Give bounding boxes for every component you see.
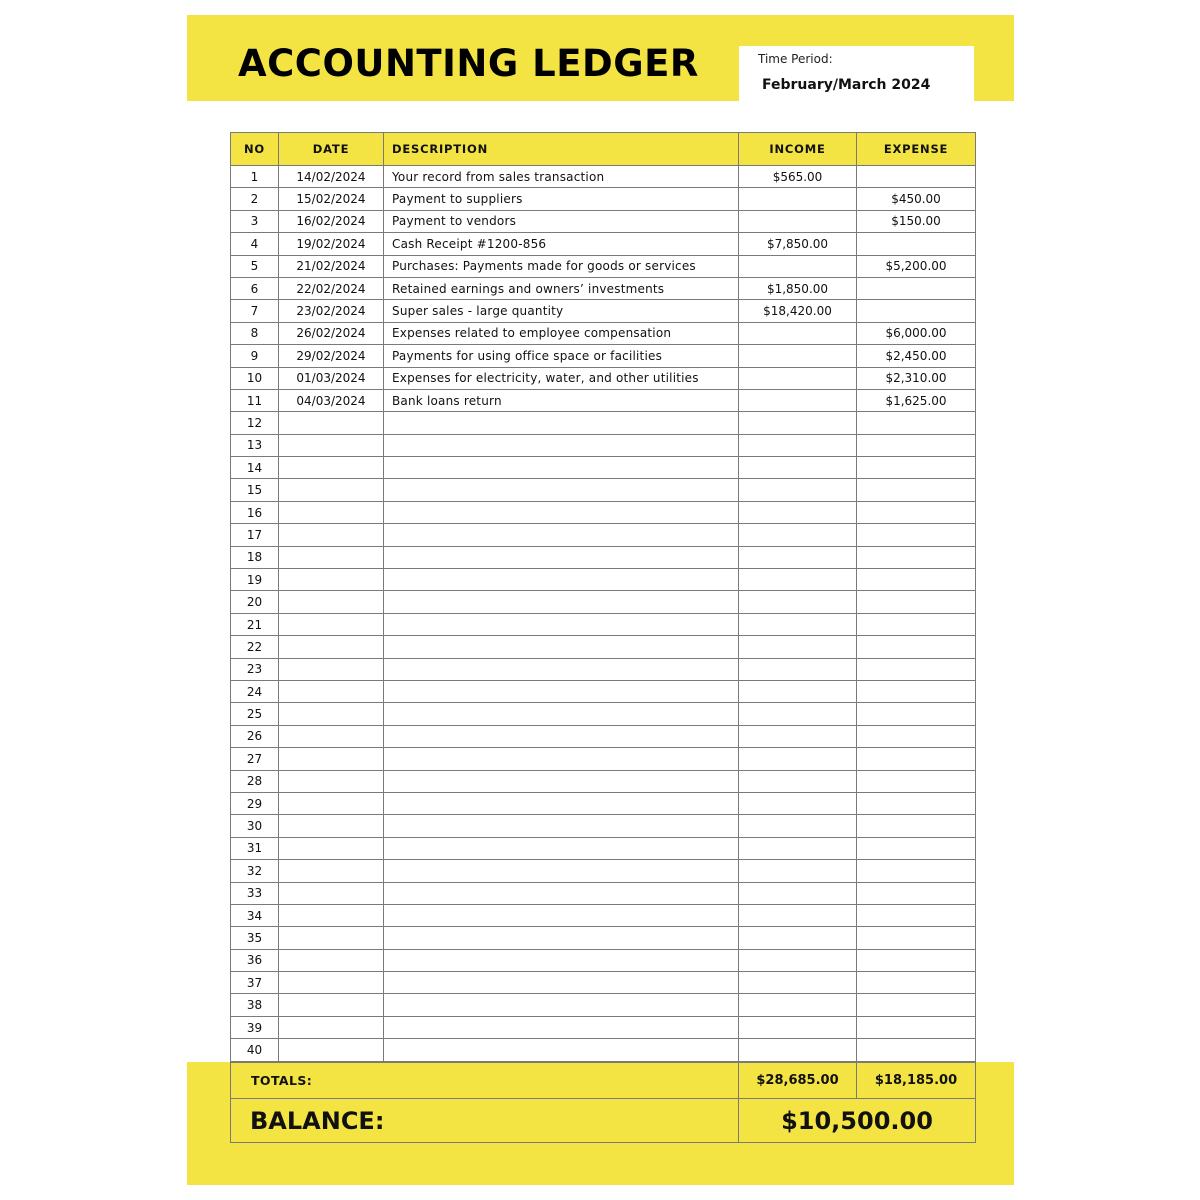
row-income (739, 591, 857, 613)
row-income: $18,420.00 (739, 300, 857, 322)
row-date (279, 479, 384, 501)
row-date: 22/02/2024 (279, 277, 384, 299)
table-row (231, 277, 976, 299)
table-row (231, 546, 976, 568)
row-date: 14/02/2024 (279, 166, 384, 188)
row-description: Expenses related to employee compensation (384, 322, 739, 344)
totals-label: TOTALS: (231, 1063, 739, 1099)
row-description: Payment to vendors (384, 210, 739, 232)
row-date (279, 860, 384, 882)
row-income (739, 837, 857, 859)
table-row (231, 613, 976, 635)
row-number: 6 (231, 277, 279, 299)
row-number: 2 (231, 188, 279, 210)
row-number: 25 (231, 703, 279, 725)
row-number: 32 (231, 860, 279, 882)
row-description (384, 949, 739, 971)
table-row (231, 210, 976, 232)
totals-income: $28,685.00 (739, 1063, 857, 1099)
column-header-description: DESCRIPTION (384, 133, 739, 166)
row-number: 31 (231, 837, 279, 859)
row-date (279, 434, 384, 456)
row-income (739, 501, 857, 523)
row-number: 18 (231, 546, 279, 568)
row-expense (857, 994, 976, 1016)
row-income (739, 479, 857, 501)
row-income (739, 972, 857, 994)
table-row (231, 233, 976, 255)
row-number: 13 (231, 434, 279, 456)
row-description: Purchases: Payments made for goods or services (384, 255, 739, 277)
table-row (231, 591, 976, 613)
table-row (231, 837, 976, 859)
row-date (279, 613, 384, 635)
row-description (384, 569, 739, 591)
row-income (739, 703, 857, 725)
balance-value: $10,500.00 (739, 1099, 976, 1143)
row-expense (857, 479, 976, 501)
row-date: 15/02/2024 (279, 188, 384, 210)
table-row (231, 367, 976, 389)
row-description (384, 815, 739, 837)
row-expense (857, 434, 976, 456)
row-number: 15 (231, 479, 279, 501)
table-row (231, 770, 976, 792)
row-date: 04/03/2024 (279, 389, 384, 411)
row-date (279, 1016, 384, 1038)
row-expense (857, 1039, 976, 1061)
row-description (384, 748, 739, 770)
row-description (384, 680, 739, 702)
row-date (279, 412, 384, 434)
row-description (384, 636, 739, 658)
row-date: 16/02/2024 (279, 210, 384, 232)
row-date (279, 972, 384, 994)
row-number: 39 (231, 1016, 279, 1038)
row-income (739, 949, 857, 971)
row-expense (857, 166, 976, 188)
table-row (231, 994, 976, 1016)
row-number: 16 (231, 501, 279, 523)
row-expense (857, 837, 976, 859)
table-row (231, 188, 976, 210)
row-expense (857, 949, 976, 971)
row-description (384, 412, 739, 434)
row-income (739, 770, 857, 792)
row-description (384, 770, 739, 792)
table-row (231, 860, 976, 882)
row-number: 27 (231, 748, 279, 770)
row-number: 23 (231, 658, 279, 680)
header-band (187, 15, 1014, 101)
row-description (384, 860, 739, 882)
row-number: 34 (231, 904, 279, 926)
row-date (279, 703, 384, 725)
table-row (231, 927, 976, 949)
row-date (279, 636, 384, 658)
row-expense: $150.00 (857, 210, 976, 232)
row-income (739, 792, 857, 814)
row-income (739, 904, 857, 926)
row-expense (857, 748, 976, 770)
row-expense: $2,450.00 (857, 345, 976, 367)
row-date (279, 837, 384, 859)
row-expense: $6,000.00 (857, 322, 976, 344)
row-expense (857, 636, 976, 658)
table-row (231, 501, 976, 523)
column-header-date: DATE (279, 133, 384, 166)
row-date: 21/02/2024 (279, 255, 384, 277)
row-description (384, 501, 739, 523)
row-expense (857, 412, 976, 434)
row-description (384, 546, 739, 568)
row-expense (857, 770, 976, 792)
table-row (231, 479, 976, 501)
row-expense (857, 725, 976, 747)
row-date: 19/02/2024 (279, 233, 384, 255)
row-number: 38 (231, 994, 279, 1016)
row-date (279, 501, 384, 523)
row-number: 22 (231, 636, 279, 658)
row-date (279, 457, 384, 479)
row-description (384, 837, 739, 859)
table-row (231, 703, 976, 725)
row-number: 12 (231, 412, 279, 434)
row-number: 9 (231, 345, 279, 367)
row-expense (857, 457, 976, 479)
row-description: Payments for using office space or facilities (384, 345, 739, 367)
row-number: 3 (231, 210, 279, 232)
row-date (279, 524, 384, 546)
row-income: $7,850.00 (739, 233, 857, 255)
table-row (231, 815, 976, 837)
ledger-body (231, 166, 976, 1062)
row-income (739, 188, 857, 210)
row-income (739, 389, 857, 411)
row-description (384, 479, 739, 501)
row-expense (857, 815, 976, 837)
row-income (739, 815, 857, 837)
table-row (231, 792, 976, 814)
row-date (279, 792, 384, 814)
row-number: 17 (231, 524, 279, 546)
row-number: 1 (231, 166, 279, 188)
table-row (231, 636, 976, 658)
row-number: 19 (231, 569, 279, 591)
table-row (231, 412, 976, 434)
table-row (231, 322, 976, 344)
row-expense (857, 501, 976, 523)
time-period-value: February/March 2024 (762, 77, 931, 93)
row-number: 33 (231, 882, 279, 904)
row-expense: $2,310.00 (857, 367, 976, 389)
row-description: Retained earnings and owners’ investments (384, 277, 739, 299)
row-date: 29/02/2024 (279, 345, 384, 367)
row-income (739, 322, 857, 344)
row-date (279, 569, 384, 591)
row-expense (857, 524, 976, 546)
page-title: ACCOUNTING LEDGER (238, 42, 699, 85)
row-description: Expenses for electricity, water, and other utilities (384, 367, 739, 389)
table-row (231, 434, 976, 456)
row-expense (857, 703, 976, 725)
row-income (739, 636, 857, 658)
row-number: 30 (231, 815, 279, 837)
table-row (231, 389, 976, 411)
table-row (231, 949, 976, 971)
table-row (231, 972, 976, 994)
row-expense (857, 882, 976, 904)
row-date (279, 725, 384, 747)
row-income (739, 255, 857, 277)
table-row (231, 904, 976, 926)
row-date (279, 770, 384, 792)
row-date (279, 927, 384, 949)
row-income (739, 367, 857, 389)
row-number: 8 (231, 322, 279, 344)
row-number: 7 (231, 300, 279, 322)
row-income (739, 345, 857, 367)
row-description (384, 882, 739, 904)
row-number: 5 (231, 255, 279, 277)
row-expense (857, 569, 976, 591)
balance-row (231, 1099, 976, 1143)
row-expense (857, 1016, 976, 1038)
row-description (384, 703, 739, 725)
row-number: 24 (231, 680, 279, 702)
row-date: 23/02/2024 (279, 300, 384, 322)
row-income (739, 994, 857, 1016)
table-row (231, 658, 976, 680)
row-expense (857, 300, 976, 322)
row-number: 28 (231, 770, 279, 792)
table-row (231, 1016, 976, 1038)
totals-expense: $18,185.00 (857, 1063, 976, 1099)
row-date (279, 591, 384, 613)
time-period-box (739, 46, 974, 101)
row-date (279, 815, 384, 837)
row-description (384, 591, 739, 613)
table-row (231, 524, 976, 546)
row-expense (857, 277, 976, 299)
row-income (739, 927, 857, 949)
table-header-row (231, 133, 976, 166)
row-income (739, 680, 857, 702)
row-expense: $450.00 (857, 188, 976, 210)
row-expense (857, 972, 976, 994)
row-description (384, 434, 739, 456)
table-row (231, 300, 976, 322)
row-income (739, 725, 857, 747)
row-expense (857, 860, 976, 882)
row-expense (857, 613, 976, 635)
table-row (231, 345, 976, 367)
row-expense (857, 792, 976, 814)
column-header-no: NO (231, 133, 279, 166)
row-description (384, 613, 739, 635)
row-number: 37 (231, 972, 279, 994)
row-income (739, 457, 857, 479)
row-expense (857, 904, 976, 926)
table-row (231, 457, 976, 479)
row-description: Super sales - large quantity (384, 300, 739, 322)
row-income (739, 569, 857, 591)
balance-label: BALANCE: (231, 1099, 739, 1143)
row-expense (857, 591, 976, 613)
table-row (231, 1039, 976, 1061)
row-expense (857, 927, 976, 949)
row-income (739, 524, 857, 546)
row-number: 20 (231, 591, 279, 613)
table-row (231, 569, 976, 591)
row-description (384, 792, 739, 814)
row-income (739, 860, 857, 882)
row-description: Cash Receipt #1200-856 (384, 233, 739, 255)
row-description (384, 927, 739, 949)
row-income (739, 613, 857, 635)
ledger-table (230, 132, 976, 1062)
row-income (739, 658, 857, 680)
table-row (231, 255, 976, 277)
row-number: 10 (231, 367, 279, 389)
row-date (279, 994, 384, 1016)
row-expense: $1,625.00 (857, 389, 976, 411)
row-description (384, 658, 739, 680)
row-number: 26 (231, 725, 279, 747)
row-expense (857, 546, 976, 568)
row-description (384, 524, 739, 546)
row-number: 40 (231, 1039, 279, 1061)
column-header-income: INCOME (739, 133, 857, 166)
row-description: Your record from sales transaction (384, 166, 739, 188)
totals-row (231, 1063, 976, 1099)
row-date: 26/02/2024 (279, 322, 384, 344)
row-description (384, 904, 739, 926)
row-date (279, 680, 384, 702)
row-expense (857, 658, 976, 680)
row-income: $565.00 (739, 166, 857, 188)
row-expense (857, 233, 976, 255)
time-period-label: Time Period: (758, 52, 833, 66)
row-income (739, 882, 857, 904)
table-row (231, 882, 976, 904)
column-header-expense: EXPENSE (857, 133, 976, 166)
row-date (279, 658, 384, 680)
row-income (739, 412, 857, 434)
row-date (279, 1039, 384, 1061)
row-date (279, 882, 384, 904)
row-description (384, 1039, 739, 1061)
row-income (739, 210, 857, 232)
table-row (231, 166, 976, 188)
row-date: 01/03/2024 (279, 367, 384, 389)
row-income (739, 748, 857, 770)
row-date (279, 546, 384, 568)
row-income (739, 1039, 857, 1061)
row-number: 21 (231, 613, 279, 635)
row-income (739, 1016, 857, 1038)
row-income (739, 546, 857, 568)
row-number: 11 (231, 389, 279, 411)
row-number: 29 (231, 792, 279, 814)
row-date (279, 748, 384, 770)
row-expense (857, 680, 976, 702)
row-income (739, 434, 857, 456)
row-date (279, 949, 384, 971)
row-expense: $5,200.00 (857, 255, 976, 277)
row-description (384, 1016, 739, 1038)
row-description (384, 994, 739, 1016)
row-income: $1,850.00 (739, 277, 857, 299)
row-description (384, 725, 739, 747)
table-row (231, 748, 976, 770)
row-description: Bank loans return (384, 389, 739, 411)
row-date (279, 904, 384, 926)
row-number: 14 (231, 457, 279, 479)
row-description (384, 457, 739, 479)
row-description: Payment to suppliers (384, 188, 739, 210)
totals-table (230, 1062, 976, 1143)
row-description (384, 972, 739, 994)
table-row (231, 680, 976, 702)
table-row (231, 725, 976, 747)
row-number: 35 (231, 927, 279, 949)
row-number: 4 (231, 233, 279, 255)
row-number: 36 (231, 949, 279, 971)
